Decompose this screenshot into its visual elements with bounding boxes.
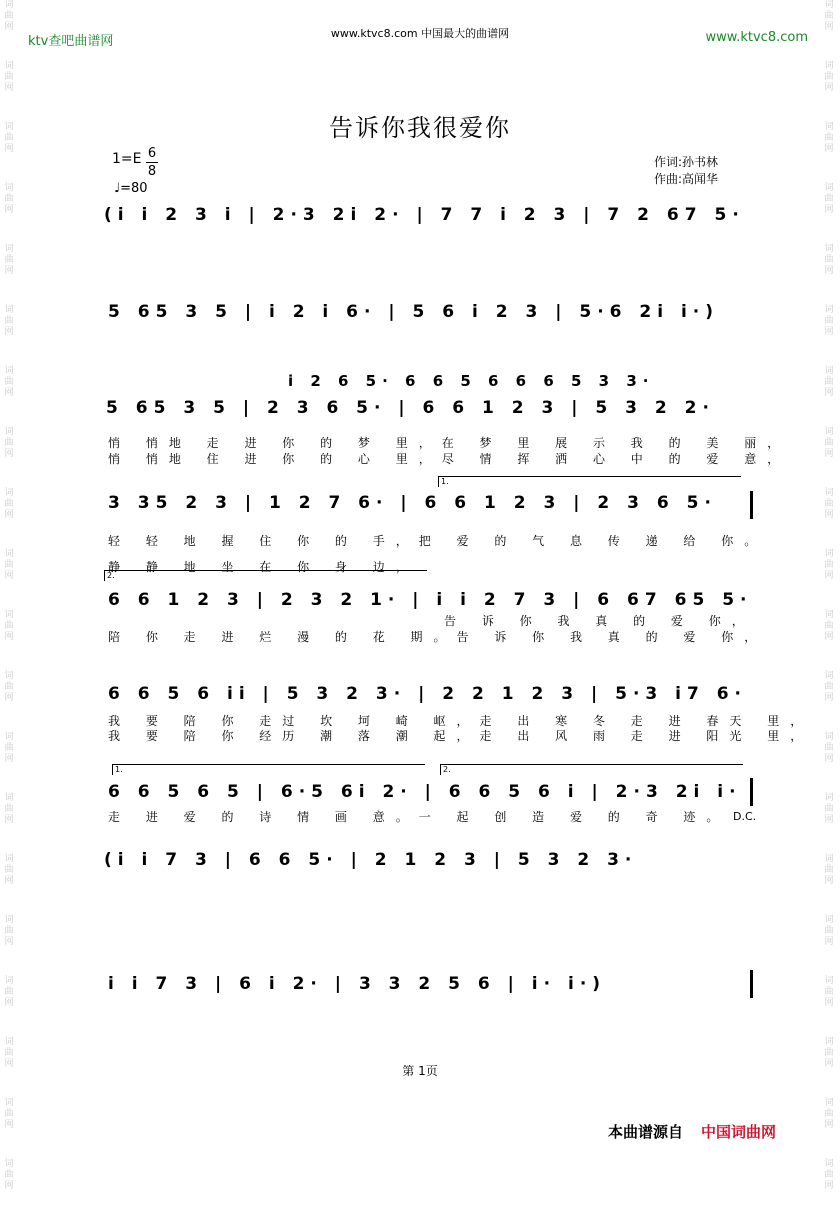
- watermark-left: [2, 0, 16, 1220]
- header-center-site[interactable]: www.ktvc8.com 中国最大的曲谱网: [330, 27, 510, 40]
- notation-line: 5 65 3 5 | 2 3 6 5· | 6 6 1 2 3 | 5 3 2 2·: [106, 398, 715, 418]
- source-site-link[interactable]: 中国词曲网: [701, 1123, 777, 1141]
- time-signature-top: 6: [147, 146, 157, 161]
- watermark-text: 词曲网: [4, 244, 14, 276]
- notation-line: (i i 2 3 i | 2·3 2i 2· | 7 7 i 2 3 | 7 2 67 5·: [104, 205, 745, 225]
- watermark-text: 词曲网: [4, 671, 14, 703]
- lyric-line-1: 走 进 爱 的 诗 情 画 意。一 起 创 造 爱 的 奇 迹。: [108, 810, 730, 824]
- notation-line: 6 6 5 6 ii | 5 3 2 3· | 2 2 1 2 3 | 5·3 i7 6·: [108, 684, 748, 704]
- watermark-text: 词曲网: [824, 610, 834, 642]
- source-label: 本曲谱源自: [608, 1123, 684, 1141]
- lyricist-credit: 作词:孙书林: [654, 155, 719, 169]
- lyric-line-2: 悄 悄地 住 进 你 的 心 里，尽 情 挥 洒 心 中 的 爱 意，: [108, 452, 791, 466]
- volta-first-ending: 1.: [112, 764, 425, 775]
- watermark-text: 词曲网: [4, 1037, 14, 1069]
- watermark-text: 词曲网: [4, 1098, 14, 1130]
- source-credit: [608, 1121, 776, 1142]
- notation-line: i i 7 3 | 6 i 2· | 3 3 2 5 6 | i· i·): [108, 974, 607, 994]
- page-number: 第 1页: [402, 1064, 438, 1078]
- watermark-text: 词曲网: [4, 915, 14, 947]
- time-signature-bottom: 8: [147, 164, 157, 179]
- volta-second: 2.: [104, 570, 427, 581]
- watermark-text: 词曲网: [4, 549, 14, 581]
- watermark-text: 词曲网: [4, 61, 14, 93]
- end-barline: [750, 970, 753, 998]
- watermark-text: 词曲网: [824, 305, 834, 337]
- notation-line: 5 65 3 5 | i 2 i 6· | 5 6 i 2 3 | 5·6 2i i·): [108, 302, 720, 322]
- lyric-line-2: 我 要 陪 你 经历 潮 落 潮 起，走 出 风 雨 走 进 阳光 里，: [108, 729, 814, 743]
- watermark-text: 词曲网: [824, 0, 834, 32]
- watermark-text: 词曲网: [4, 1159, 14, 1191]
- final-barline: [750, 778, 753, 806]
- watermark-text: 词曲网: [4, 0, 14, 32]
- watermark-text: 词曲网: [824, 366, 834, 398]
- watermark-text: 词曲网: [4, 488, 14, 520]
- repeat-barline: [750, 491, 753, 519]
- song-title: 告诉你我很爱你: [329, 114, 511, 142]
- watermark-text: 词曲网: [824, 793, 834, 825]
- watermark-text: 词曲网: [824, 1159, 834, 1191]
- watermark-text: 词曲网: [824, 671, 834, 703]
- lyric-line-2: 告 诉 你 我 真 的 爱 你，: [444, 614, 755, 628]
- notation-line: 6 6 5 6 5 | 6·5 6i 2· | 6 6 5 6 i | 2·3 2i i·: [108, 782, 742, 802]
- lyric-line-1: 陪 你 走 进 烂 漫 的 花 期。告 诉 你 我 真 的 爱 你，: [108, 630, 768, 644]
- watermark-text: 词曲网: [4, 732, 14, 764]
- watermark-text: 词曲网: [4, 793, 14, 825]
- header-right-site[interactable]: www.ktvc8.com: [705, 30, 808, 45]
- notation-line: 6 6 1 2 3 | 2 3 2 1· | i i 2 7 3 | 6 67 65 5·: [108, 590, 753, 610]
- watermark-right: [822, 0, 836, 1220]
- watermark-text: 词曲网: [824, 244, 834, 276]
- watermark-text: 词曲网: [4, 305, 14, 337]
- header-left-site[interactable]: ktv查吧曲谱网: [28, 34, 114, 49]
- watermark-text: 词曲网: [824, 1037, 834, 1069]
- lyric-line-1: 轻 轻 地 握 住 你 的 手，把 爱 的 气 息 传 递 给 你。: [108, 534, 768, 548]
- watermark-text: 词曲网: [824, 1098, 834, 1130]
- watermark-text: 词曲网: [4, 610, 14, 642]
- watermark-text: 词曲网: [4, 976, 14, 1008]
- volta-first: 1.: [438, 476, 741, 487]
- watermark-text: 词曲网: [824, 183, 834, 215]
- watermark-text: 词曲网: [4, 366, 14, 398]
- watermark-text: 词曲网: [4, 854, 14, 886]
- watermark-text: 词曲网: [824, 732, 834, 764]
- harmony-line: i 2 6 5· 6 6 5 6 6 6 5 3 3·: [288, 372, 655, 390]
- volta-second-ending: 2.: [440, 764, 743, 775]
- composer-credit: 作曲:高闻华: [654, 172, 719, 186]
- watermark-text: 词曲网: [4, 427, 14, 459]
- watermark-text: 词曲网: [824, 488, 834, 520]
- watermark-text: 词曲网: [824, 427, 834, 459]
- watermark-text: 词曲网: [824, 61, 834, 93]
- da-capo-mark: D.C.: [733, 810, 757, 823]
- watermark-text: 词曲网: [824, 976, 834, 1008]
- tempo-marking: ♩=80: [114, 181, 148, 196]
- time-signature: [146, 145, 158, 180]
- notation-line: (i i 7 3 | 6 6 5· | 2 1 2 3 | 5 3 2 3·: [104, 850, 638, 870]
- watermark-text: 词曲网: [4, 122, 14, 154]
- watermark-text: 词曲网: [4, 183, 14, 215]
- key-signature: 1=E: [112, 151, 142, 167]
- lyric-line-1: 悄 悄地 走 进 你 的 梦 里，在 梦 里 展 示 我 的 美 丽，: [108, 436, 791, 450]
- watermark-text: 词曲网: [824, 122, 834, 154]
- lyric-line-2: 静 静 地 坐 在 你 身 边，: [108, 560, 419, 574]
- lyric-line-1: 我 要 陪 你 走过 坎 坷 崎 岖，走 出 寒 冬 走 进 春天 里，: [108, 714, 814, 728]
- watermark-text: 词曲网: [824, 915, 834, 947]
- watermark-text: 词曲网: [824, 549, 834, 581]
- watermark-text: 词曲网: [824, 854, 834, 886]
- notation-line: 3 35 2 3 | 1 2 7 6· | 6 6 1 2 3 | 2 3 6 5·: [108, 493, 717, 513]
